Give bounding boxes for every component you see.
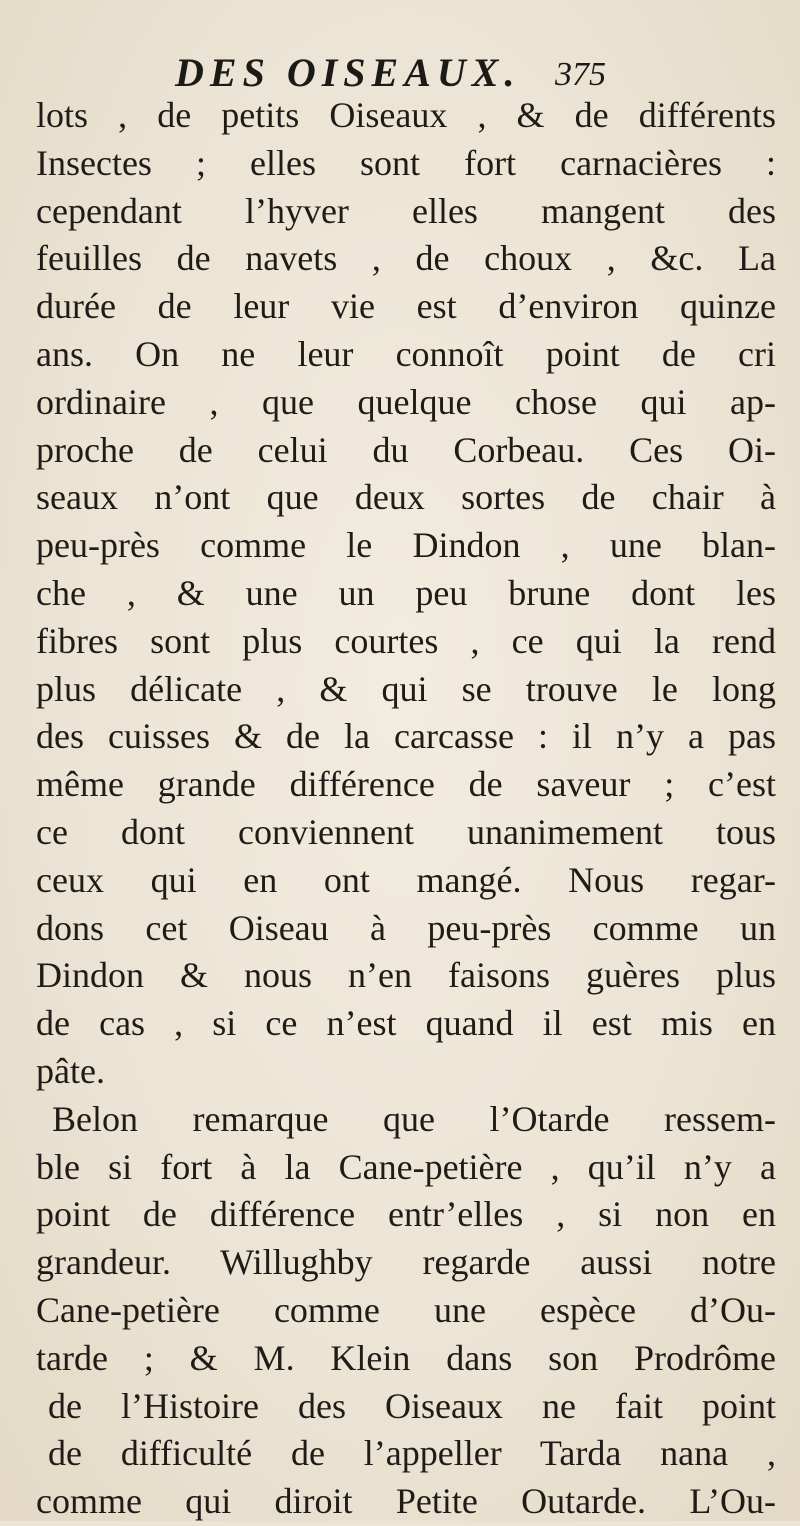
page-number: 375 xyxy=(555,56,606,93)
text-line: Dindon & nous n’en faisons guères plus xyxy=(36,955,776,996)
text-line: cependant l’hyver elles mangent des xyxy=(36,190,776,231)
text-line: ce dont conviennent unanimement tous xyxy=(36,811,776,852)
text-line: comme qui diroit Petite Outarde. L’Ou- xyxy=(36,1481,776,1522)
text-line: che , & une un peu brune dont les xyxy=(36,572,776,613)
text-line: pâte. xyxy=(36,1050,105,1091)
text-line: point de différence entr’elles , si non en xyxy=(36,1194,776,1235)
text-line: dons cet Oiseau à peu-près comme un xyxy=(36,907,776,948)
text-line: ble si fort à la Cane-petière , qu’il n’y a xyxy=(36,1146,776,1187)
text-line: fibres sont plus courtes , ce qui la rend xyxy=(36,620,776,661)
text-line: peu-près comme le Dindon , une blan- xyxy=(36,525,776,566)
text-line: tarde ; & M. Klein dans son Prodrôme xyxy=(36,1337,776,1378)
page-header xyxy=(175,48,775,98)
text-line: Cane-petière comme une espèce d’Ou- xyxy=(36,1289,776,1330)
text-line: durée de leur vie est d’environ quinze xyxy=(36,286,776,327)
text-line: Insectes ; elles sont fort carnacières : xyxy=(36,142,776,183)
text-line: des cuisses & de la carcasse : il n’y a pas xyxy=(36,716,776,757)
text-line: feuilles de navets , de choux , &c. La xyxy=(36,238,776,279)
text-line: proche de celui du Corbeau. Ces Oi- xyxy=(36,429,776,470)
text-line: ceux qui en ont mangé. Nous regar- xyxy=(36,859,776,900)
text-line: de difficulté de l’appeller Tarda nana , xyxy=(48,1433,776,1474)
text-line: de cas , si ce n’est quand il est mis en xyxy=(36,1003,776,1044)
text-line: lots , de petits Oiseaux , & de différents xyxy=(36,95,776,135)
body-text xyxy=(36,92,776,1526)
text-line: seaux n’ont que deux sortes de chair à xyxy=(36,477,776,518)
text-line: ans. On ne leur connoît point de cri xyxy=(36,333,776,374)
text-line: grandeur. Willughby regarde aussi notre xyxy=(36,1242,776,1283)
text-line: ordinaire , que quelque chose qui ap- xyxy=(36,381,776,422)
text-line: plus délicate , & qui se trouve le long xyxy=(36,668,776,709)
text-line: de l’Histoire des Oiseaux ne fait point xyxy=(48,1385,776,1426)
text-line: Belon remarque que l’Otarde ressem- xyxy=(52,1098,776,1139)
text-line: même grande différence de saveur ; c’est xyxy=(36,764,776,805)
running-title: DES OISEAUX. xyxy=(175,50,521,95)
